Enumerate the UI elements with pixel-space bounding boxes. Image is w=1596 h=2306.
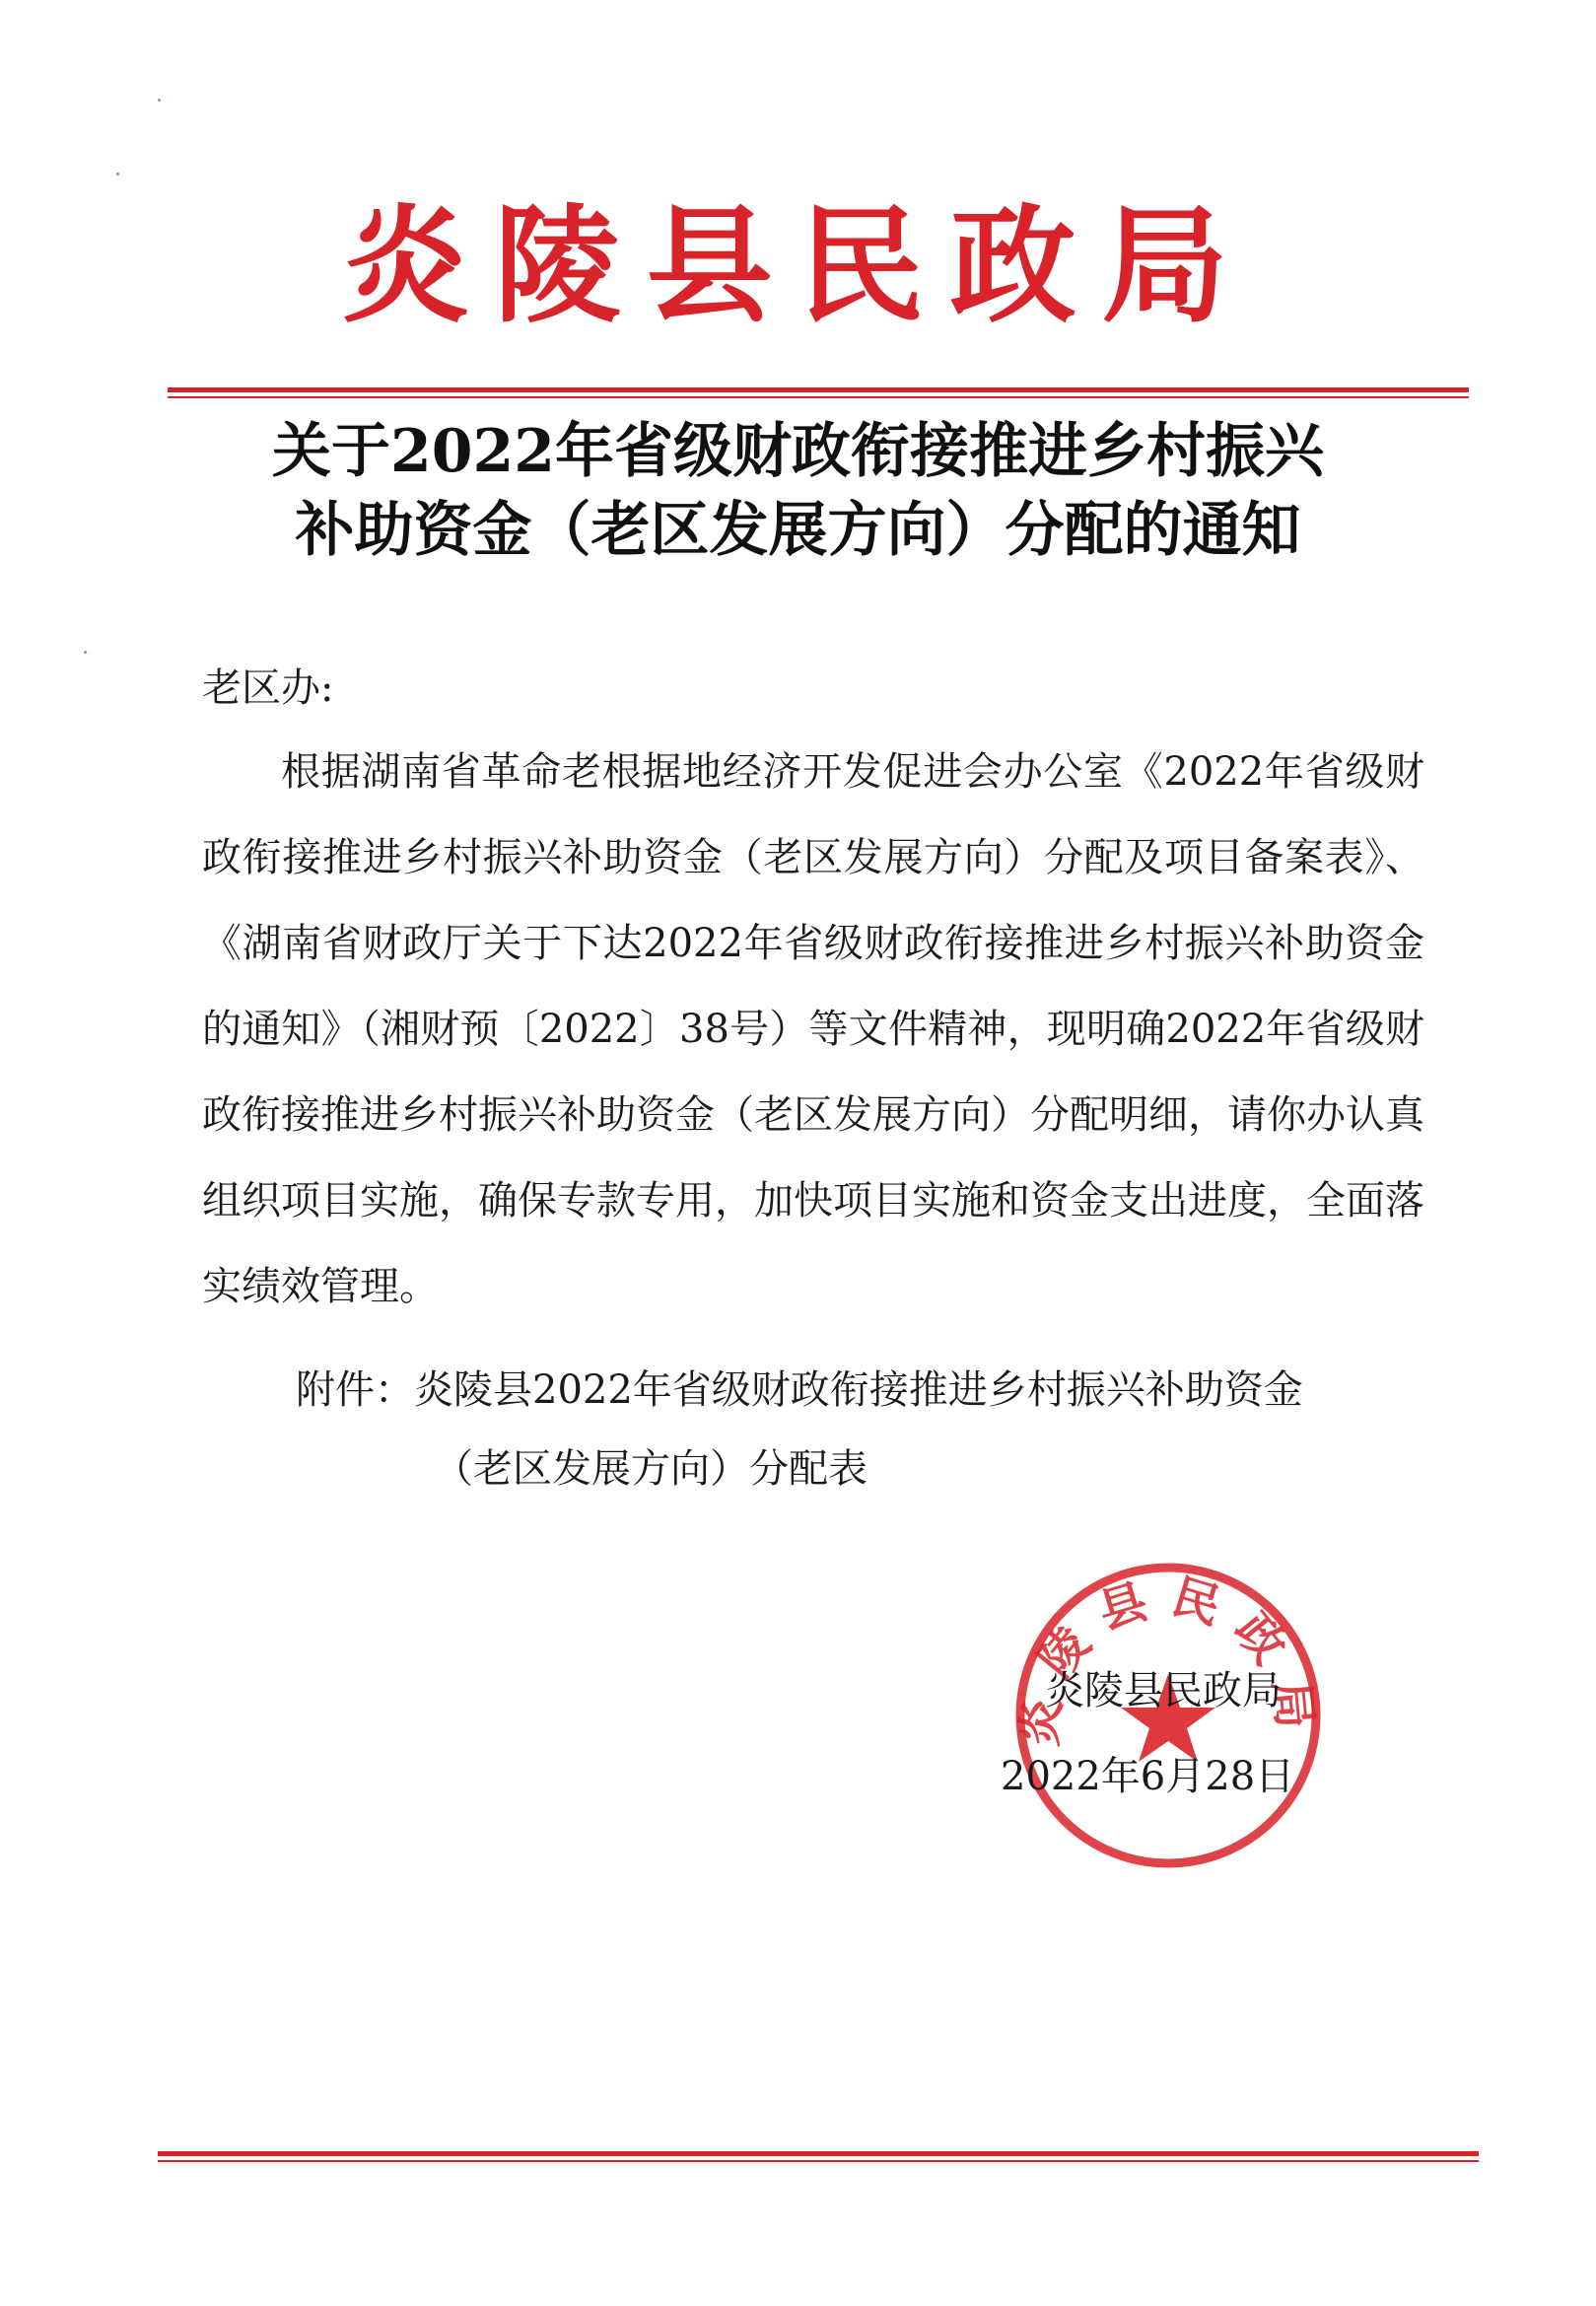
- attachment-line-2: （老区发展方向）分配表: [434, 1446, 867, 1492]
- attachment-label: 附件：: [296, 1367, 414, 1413]
- attachment-note: [296, 1351, 1429, 1508]
- scan-speck: [116, 173, 119, 175]
- scan-speck: [84, 651, 87, 654]
- issuer-signature: 炎陵县民政局: [1045, 1668, 1282, 1713]
- letterhead-org-name: 炎陵县民政局: [342, 192, 1254, 340]
- salutation: 老区办:: [202, 665, 334, 711]
- issue-date: 2022年6月28日: [1001, 1754, 1295, 1799]
- footer-thin-line: [158, 2160, 1479, 2162]
- seal-text: 炎陵县民政局: [1011, 1569, 1325, 1749]
- letterhead-divider: [168, 387, 1469, 398]
- document-title-line-1: 关于2022年省级财政衔接推进乡村振兴: [272, 417, 1324, 486]
- footer-thick-line: [158, 2151, 1479, 2156]
- body-paragraph: 根据湖南省革命老根据地经济开发促进会办公室《2022年省级财政衔接推进乡村振兴补助资金（老区发展方向）分配及项目备案表》、《湖南省财政厅关于下达2022年省级财政衔接推进乡村振兴补助资金的通知》（湘财预〔2022〕38号）等文件精神，现明确2022年省级财政衔接推进乡村振兴补助资金（老区发展方向）分配明细，请你办认真组织项目实施，确保专款专用，加快项目实施和资金支出进度，全面落实绩效管理。: [202, 749, 1424, 1309]
- attachment-line-1: 炎陵县2022年省级财政衔接推进乡村振兴补助资金: [414, 1367, 1303, 1413]
- scan-speck: [158, 99, 161, 102]
- divider-thin-line: [168, 396, 1469, 398]
- document-title-line-2: 补助资金（老区发展方向）分配的通知: [295, 496, 1301, 565]
- divider-thick-line: [168, 387, 1469, 392]
- footer-divider: [158, 2151, 1479, 2162]
